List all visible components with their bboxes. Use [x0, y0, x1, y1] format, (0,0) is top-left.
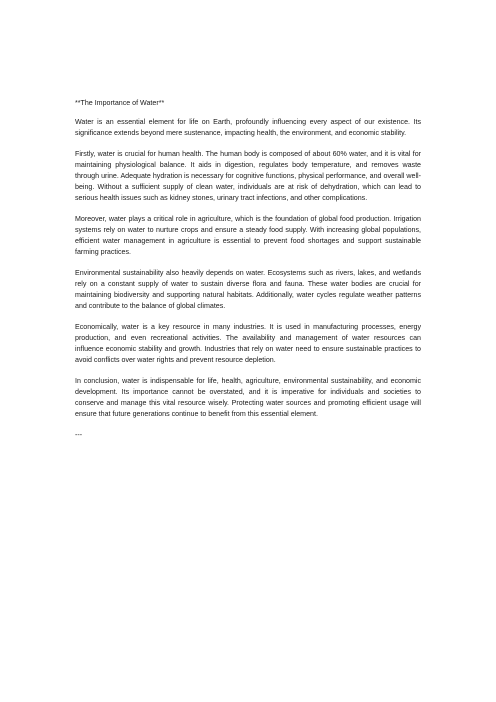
paragraph-intro: Water is an essential element for life on Earth, profoundly influencing every aspect of our existence. Its significance extends beyond mere sustenance, impacting health, the environment, and economic stability. [75, 118, 421, 137]
paragraph-conclusion: In conclusion, water is indispensable for life, health, agriculture, environmental sustainability, and economic development. Its importance cannot be overstated, and it is imperative for individuals and societies to conserve and manage this vital resource wisely. Protecting water sources and promoting efficient usage will ensure that future generations continue to benefit from this essential element. [75, 377, 421, 418]
paragraph-health: Firstly, water is crucial for human health. The human body is composed of about 60% water, and it is vital for maintaining physiological balance. It aids in digestion, regulates body temperature, and removes waste through urine. Adequate hydration is necessary for cognitive functions, physical performance, and overall well-being. Without a sufficient supply of clean water, individuals are at risk of dehydration, which can lead to serious health issues such as kidney stones, urinary tract infections, and other complications. [75, 150, 421, 202]
paragraph-environment: Environmental sustainability also heavily depends on water. Ecosystems such as rivers, lakes, and wetlands rely on a constant supply of water to sustain diverse flora and fauna. These water bodies are crucial for maintaining biodiversity and supporting natural habitats. Additionally, water cycles regulate weather patterns and contribute to the balance of global climates. [75, 269, 421, 310]
paragraph-agriculture: Moreover, water plays a critical role in agriculture, which is the foundation of global food production. Irrigation systems rely on water to nurture crops and ensure a steady food supply. With increasing global populations, efficient water management in agriculture is essential to prevent food shortages and support sustainable farming practices. [75, 215, 421, 256]
separator-line: --- [75, 431, 83, 439]
document-body [75, 98, 421, 441]
paragraph-economy: Economically, water is a key resource in many industries. It is used in manufacturing processes, energy production, and even recreational activities. The availability and management of water resources can influence economic stability and growth. Industries that rely on water need to ensure sustainable practices to avoid conflicts over water rights and prevent resource depletion. [75, 323, 421, 364]
document-title: **The Importance of Water** [75, 99, 165, 107]
